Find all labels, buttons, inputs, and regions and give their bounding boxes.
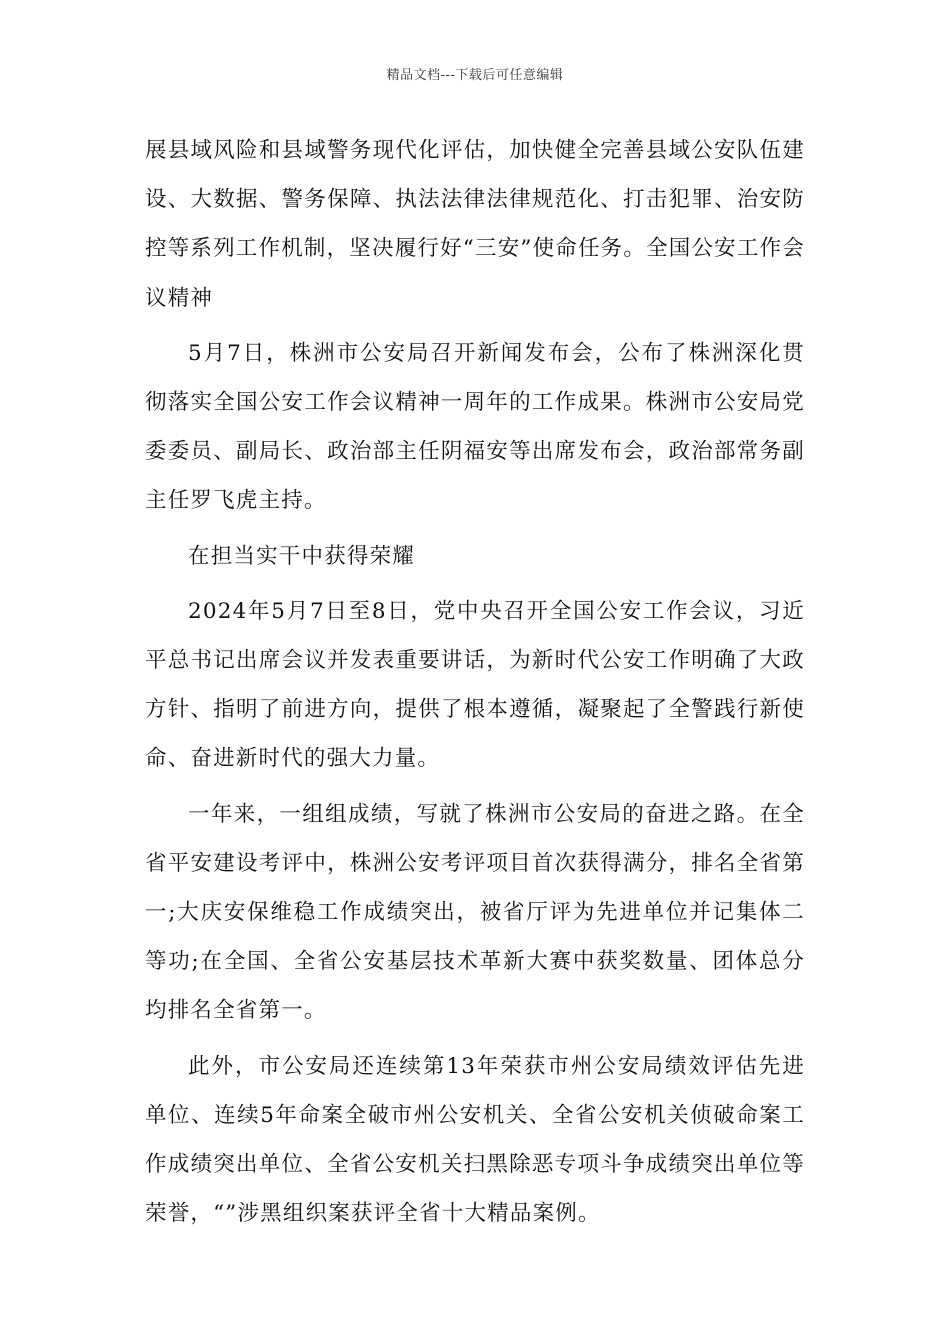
- paragraph-press-conference: 5月7日，株洲市公安局召开新闻发布会，公布了株洲深化贯彻落实全国公安工作会议精神一周年的工作成果。株洲市公安局党委委员、副局长、政治部主任阴福安等出席发布会，政治部常务副主任罗飞虎主持。: [145, 340, 805, 514]
- paragraph-honors: 此外，市公安局还连续第13年荣获市州公安局绩效评估先进单位、连续5年命案全破市州公安机关、全省公安机关侦破命案工作成绩突出单位、全省公安机关扫黑除恶专项斗争成绩突出单位等荣誉，“”涉黑组织案获评全省十大精品案例。: [145, 1053, 805, 1227]
- paragraph-continuation: 展县域风险和县域警务现代化评估，加快健全完善县域公安队伍建设、大数据、警务保障、执法法律法律规范化、打击犯罪、治安防控等系列工作机制，坚决履行好“三安”使命任务。全国公安工作会议精神: [145, 138, 805, 311]
- section-heading: 在担当实干中获得荣耀: [188, 543, 416, 569]
- paragraph-achievements: 一年来，一组组成绩，写就了株洲市公安局的奋进之路。在全省平安建设考评中，株洲公安考评项目首次获得满分，排名全省第一;大庆安保维稳工作成绩突出，被省厅评为先进单位并记集体二等功;在全国、全省公安基层技术革新大赛中获奖数量、团体总分均排名全省第一。: [145, 801, 805, 1024]
- document-body: [145, 126, 805, 1244]
- paragraph-national-meeting: 2024年5月7日至8日，党中央召开全国公安工作会议，习近平总书记出席会议并发表重要讲话，为新时代公安工作明确了大政方针、指明了前进方向，提供了根本遵循，凝聚起了全警践行新使命、奋进新时代的强大力量。: [145, 598, 805, 772]
- page-header: 精品文档---下载后可任意编辑: [386, 68, 564, 83]
